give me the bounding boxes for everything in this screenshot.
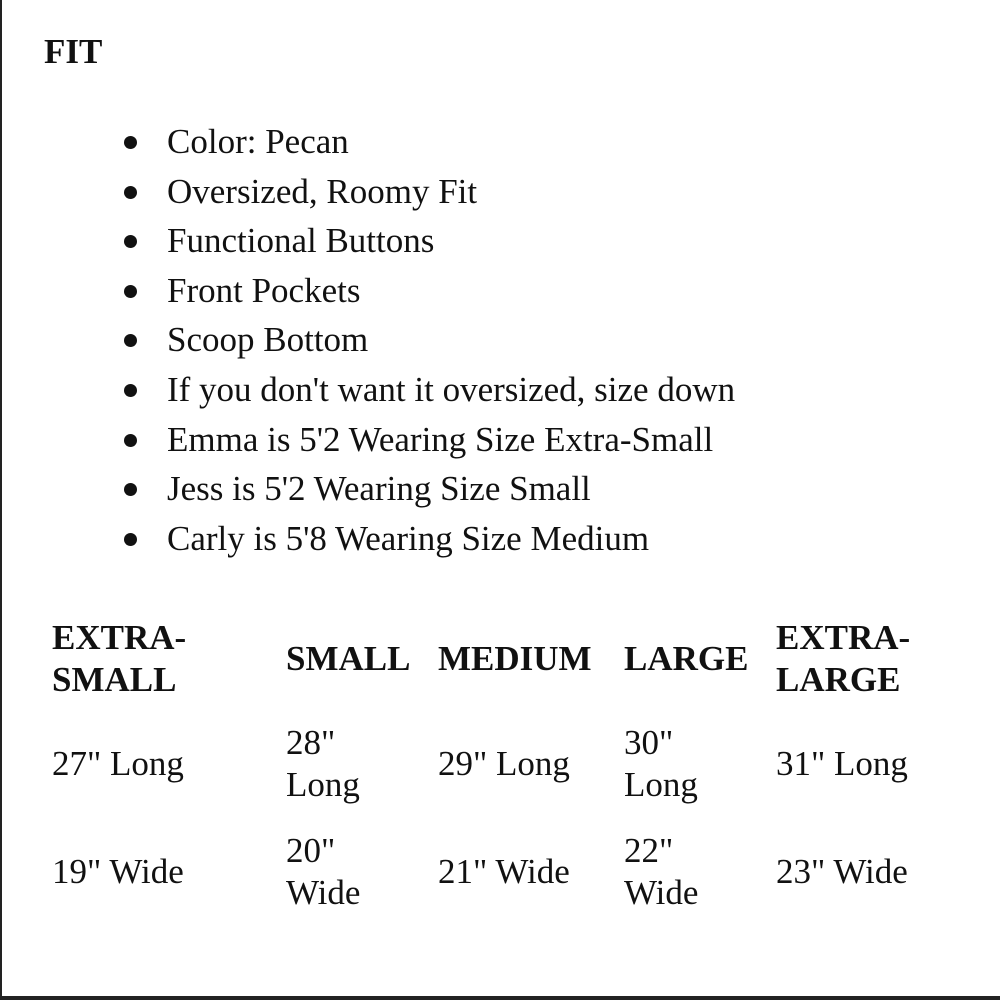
bullet-dot-icon: [124, 186, 137, 199]
list-item: [110, 315, 735, 365]
bullet-dot-icon: [124, 334, 137, 347]
list-item-text: Front Pockets: [167, 270, 361, 310]
list-item: [110, 167, 735, 217]
bullet-dot-icon: [124, 384, 137, 397]
list-item-text: Scoop Bottom: [167, 320, 369, 360]
frame-left-border: [0, 0, 2, 1000]
table-cell: [618, 710, 770, 818]
bullet-dot-icon: [124, 285, 137, 298]
header-extra-large: [770, 608, 956, 710]
header-label: LARGE: [624, 639, 749, 678]
header-label: EXTRA-SMALL: [52, 618, 187, 699]
cell-text: 22" Wide: [624, 831, 699, 912]
table-cell: [618, 818, 770, 926]
table-cell: 27" Long: [52, 744, 184, 783]
table-cell: 31" Long: [776, 744, 908, 783]
bullet-dot-icon: [124, 533, 137, 546]
fit-heading: FIT: [44, 32, 103, 71]
table-cell: 19" Wide: [52, 852, 184, 891]
list-item-text: Carly is 5'8 Wearing Size Medium: [167, 518, 650, 558]
header-label: SMALL: [286, 639, 411, 678]
list-item: [110, 365, 735, 415]
table-header-row: [46, 608, 956, 710]
table-cell: [280, 818, 432, 926]
list-item-text: Emma is 5'2 Wearing Size Extra-Small: [167, 419, 714, 459]
list-item: [110, 464, 735, 514]
list-item-text: Oversized, Roomy Fit: [167, 171, 478, 211]
bullet-dot-icon: [124, 136, 137, 149]
frame-bottom-border: [0, 996, 1000, 1000]
cell-text: 28" Long: [286, 723, 360, 804]
list-item: [110, 514, 735, 564]
list-item: [110, 415, 735, 465]
list-item: [110, 266, 735, 316]
header-medium: [432, 608, 618, 710]
list-item: [110, 216, 735, 266]
bullet-dot-icon: [124, 483, 137, 496]
table-row: [46, 710, 956, 818]
table-cell: [280, 710, 432, 818]
header-large: [618, 608, 770, 710]
size-chart-table: [46, 608, 956, 926]
list-item-text: If you don't want it oversized, size down: [167, 369, 736, 409]
table-cell: 23" Wide: [776, 852, 908, 891]
list-item-text: Jess is 5'2 Wearing Size Small: [167, 469, 591, 509]
header-label: EXTRA-LARGE: [776, 618, 911, 699]
header-label: MEDIUM: [438, 639, 592, 678]
table-cell: 29" Long: [438, 744, 570, 783]
fit-bullet-list: [110, 117, 735, 563]
bullet-dot-icon: [124, 235, 137, 248]
header-small: [280, 608, 432, 710]
bullet-dot-icon: [124, 434, 137, 447]
table-cell: 21" Wide: [438, 852, 570, 891]
list-item-text: Functional Buttons: [167, 221, 435, 261]
cell-text: 20" Wide: [286, 831, 361, 912]
table-row: [46, 818, 956, 926]
list-item-text: Color: Pecan: [167, 122, 349, 161]
list-item: [110, 117, 735, 167]
header-extra-small: [46, 608, 280, 710]
cell-text: 30" Long: [624, 723, 698, 804]
